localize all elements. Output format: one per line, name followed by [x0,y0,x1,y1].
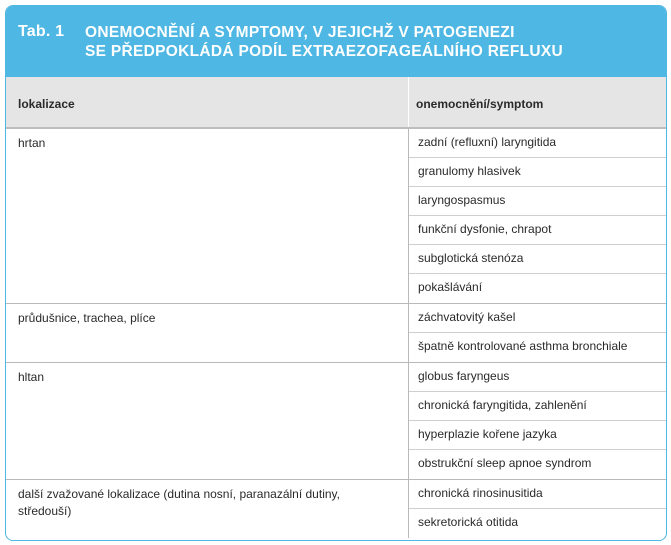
symptom-list [408,363,666,479]
symptom-cell: záchvatovitý kašel [409,304,666,333]
symptom-cell: sekretorická otitida [418,515,519,529]
symptom-cell: hyperplazie kořene jazyka [409,421,666,450]
symptom-cell: granulomy hlasivek [409,158,666,187]
column-header-symptom: onemocnění/symptom [416,97,544,111]
symptom-cell: chronická rinosinusitida [409,480,666,509]
table-row-group [6,363,666,480]
symptom-cell: chronická faryngitida, zahlenění [409,392,666,421]
symptom-list [408,480,666,538]
symptom-cell: globus faryngeus [409,363,666,392]
column-header-location: lokalizace [18,97,75,111]
table-frame [5,5,667,541]
symptom-cell: pokašlávání [418,280,483,294]
table-row-group [6,480,666,538]
symptom-list [408,129,666,303]
symptom-cell: laryngospasmus [409,187,666,216]
table-row-group [6,129,666,304]
symptom-list [408,304,666,362]
symptom-cell: špatně kontrolované asthma bronchiale [418,339,628,353]
symptom-cell: zadní (refluxní) laryngitida [409,129,666,158]
table-header-row [6,77,666,129]
table-title-bar [6,6,666,77]
header-column-divider [408,77,409,127]
table-title [85,23,645,61]
location-cell: další zvažované lokalizace (dutina nosní, paranazální dutiny, středouší) [18,487,340,518]
location-cell: hrtan [18,136,46,150]
symptom-cell: funkční dysfonie, chrapot [409,216,666,245]
table-body [6,129,666,538]
table-number: Tab. 1 [18,23,65,40]
table-row-group [6,304,666,363]
table-title-line-1: ONEMOCNĚNÍ A SYMPTOMY, V JEJICHŽ V PATOGENEZI [85,24,515,41]
table-title-line-2: SE PŘEDPOKLÁDÁ PODÍL EXTRAEZOFAGEÁLNÍHO REFLUXU [85,43,563,60]
symptom-cell: obstrukční sleep apnoe syndrom [418,456,592,470]
location-cell: průdušnice, trachea, plíce [18,311,156,325]
location-cell: hltan [18,370,45,384]
symptom-cell: subglotická stenóza [409,245,666,274]
